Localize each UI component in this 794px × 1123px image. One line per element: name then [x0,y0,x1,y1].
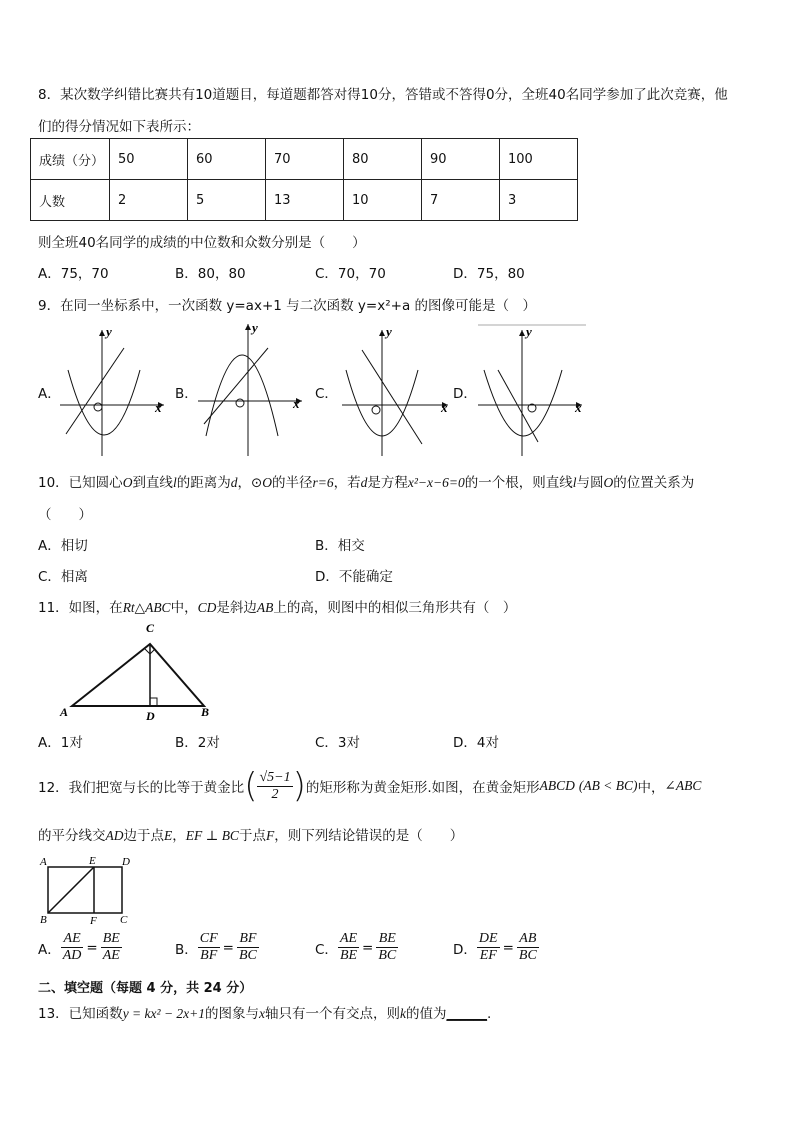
rectangle-abcd [48,867,122,913]
q11-var: Rt△ABC [122,600,171,615]
label-f: F [90,915,97,925]
q12-text-part: ，则下列结论错误的是（ ） [274,828,464,844]
q8-line2: 们的得分情况如下表所示： [38,119,200,135]
right-angle-mark-d [150,698,157,706]
q13-text [38,1002,491,1022]
fraction-denominator: BC [238,948,257,963]
table-row [31,180,578,221]
q10-text-part: 是方程 [367,475,408,491]
fraction-denominator: BE [339,948,358,963]
q9-graph-a [58,322,168,458]
q11-option-c[interactable]: C．3对 [315,735,361,751]
q10-option-c[interactable]: C．相离 [38,569,88,585]
q12-option-c[interactable] [315,931,398,964]
fraction-numerator: √5−1 [259,769,291,785]
table-cell: 5 [188,180,266,221]
fraction-numerator: AE [339,931,358,946]
q11-text-part: 11．如图，在 [38,600,123,616]
fraction [338,931,359,964]
q13-text-part: 轴只有一个有交点，则 [265,1006,401,1022]
q11-text-part: 上的高，则图中的相似三角形共有（ ） [273,600,517,616]
table-cell: 2 [110,180,188,221]
q12-text-part: 12．我们把宽与长的比等于黄金比 [38,780,245,796]
triangle-abc [72,644,204,706]
x-label: x [155,400,162,415]
q12-text-part: ， [172,828,186,844]
q10-option-a[interactable]: A．相切 [38,538,88,554]
q12-text [38,764,701,808]
x-label: x [441,400,448,415]
q10-var: d [360,475,368,490]
q12-var: AD [105,828,124,843]
q9-option-b[interactable]: B． [175,386,198,402]
q12-text-part: 的平分线交 [38,828,106,844]
q10-text-part: 的位置关系为 [613,475,695,491]
q9-option-c[interactable]: C． [315,386,338,402]
fraction [101,931,122,964]
table-cell: 10 [344,180,422,221]
q10-paren: （ ） [38,507,92,523]
q10-text-part: 的半径 [272,475,313,491]
y-label: y [386,324,392,339]
q13-text-part: . [487,1006,492,1022]
q8-option-d[interactable]: D．75，80 [453,266,525,282]
q13-text-part: 的值为 [406,1006,447,1022]
q12-text-part: 边于点 [123,828,164,844]
y-label: y [252,320,258,335]
line-graph [204,348,268,424]
q10-option-d[interactable]: D．不能确定 [315,569,393,585]
label-c: C [146,621,155,635]
q11-option-b[interactable]: B．2对 [175,735,220,751]
q11-var: AB [256,600,274,615]
table-cell: 80 [344,139,422,180]
q13-text-part: 13．已知函数 [38,1006,123,1022]
q13-function: y = kx² − 2x+1 [122,1006,206,1021]
q10-text-part: ，⊙ [237,475,263,491]
q12-rectangle-figure [36,853,140,925]
label-b: B [201,705,210,719]
fraction [477,931,500,964]
fraction [517,931,539,964]
q12-var: F [265,828,275,843]
fraction-denominator: EF [479,948,497,963]
y-axis-arrow [519,330,525,336]
x-label: x [575,400,582,415]
y-axis-arrow [99,330,105,336]
q12-text-part: 中， [637,780,665,796]
fraction-denominator: 2 [271,786,279,802]
q9-graph-d [476,322,588,458]
y-label: y [526,324,532,339]
table-cell: 60 [188,139,266,180]
table-cell: 50 [110,139,188,180]
origin-mark [94,403,102,411]
line-graph [498,370,538,442]
option-letter: D． [453,941,477,958]
q10-text-part: 与圆 [576,475,604,491]
q10-var: O [122,475,133,490]
option-letter: C． [315,941,338,958]
fraction [376,931,398,964]
q10-text-part: ，若 [333,475,361,491]
origin-mark [372,406,380,414]
q8-line1: 8．某次数学纠错比赛共有10道题目，每道题都答对得10分，答错或不答得0分，全班40名同学参加了此次竞赛，他 [38,87,728,103]
table-cell: 7 [422,180,500,221]
q12-option-d[interactable] [453,931,539,964]
table-row [31,139,578,180]
paren-right: ) [292,766,306,806]
q13-var: k [400,1006,407,1021]
fraction-numerator: AB [517,931,539,948]
parabola [206,355,278,436]
score-table [30,138,578,221]
label-b: B [40,914,47,925]
table-cell: 3 [500,180,578,221]
fraction-denominator: AD [62,948,82,963]
section-heading: 二、填空题（每题 4 分，共 24 分） [38,981,253,996]
q10-text-part: 的距离为 [176,475,231,491]
q8-option-a[interactable]: A．75，70 [38,266,109,282]
fraction-numerator: AE [61,931,84,948]
golden-ratio-fraction [257,770,292,803]
table-cell: 70 [266,139,344,180]
q10-text-part: 10．已知圆心 [38,475,123,491]
table-cell: 100 [500,139,578,180]
fraction-numerator: BE [376,931,398,948]
q13-text-part: 的图象与 [205,1006,260,1022]
equals-sign: = [362,939,374,956]
q10-var: l [172,475,177,490]
y-axis-arrow [379,330,385,336]
q12-var: ABCD [539,778,575,793]
q8-question: 则全班40名同学的成绩的中位数和众数分别是（ ） [38,235,366,251]
q10-var: l [572,475,577,490]
fraction-denominator: AE [102,948,120,963]
equals-sign: = [502,939,514,956]
q12-text-part: 于点 [238,828,266,844]
fraction [198,931,220,964]
bisector-be [48,867,94,913]
label-a: A [60,705,69,719]
fraction-numerator: BF [237,931,259,948]
q10-text [38,471,694,491]
q10-var: O [262,475,273,490]
q10-var: d [230,475,238,490]
table-cell: 13 [266,180,344,221]
table-cell: 90 [422,139,500,180]
q11-option-a[interactable]: A．1对 [38,735,83,751]
y-label: y [106,324,112,339]
q11-triangle-figure [58,618,218,724]
q11-option-d[interactable]: D．4对 [453,735,499,751]
q8-option-c[interactable]: C．70，70 [315,266,386,282]
q10-var: r=6 [312,475,334,490]
q12-condition: (AB < BC) [578,778,638,793]
q11-text [38,596,516,616]
q9-text: 9．在同一坐标系中，一次函数 y=ax+1 与二次函数 y=x²+a 的图像可能是（ ） [38,298,537,314]
answer-blank[interactable]: ______ [446,1006,488,1022]
q12-option-b[interactable] [175,931,259,964]
q10-option-b[interactable]: B．相交 [315,538,365,554]
table-row-header: 成绩（分） [31,139,110,180]
q10-var: O [603,475,614,490]
equals-sign: = [222,939,234,956]
q12-option-a[interactable] [38,931,122,964]
fraction-numerator: BE [102,931,120,946]
q9-option-d[interactable]: D． [453,386,477,402]
paren-left: ( [244,766,258,806]
q9-option-a[interactable]: A． [38,386,61,402]
label-a: A [40,856,47,868]
origin-mark [236,399,244,407]
q12-text-part: 的矩形称为黄金矩形.如图，在黄金矩形 [305,780,540,796]
fraction-denominator: BC [518,948,537,963]
q9-graph-b [196,318,308,458]
fraction-denominator: BC [378,948,397,963]
equals-sign: = [86,939,98,956]
q12-var: EF ⊥ BC [185,828,239,843]
fraction-denominator: BF [200,948,218,963]
x-label: x [293,396,300,411]
q10-text-part: 的一个根，则直线 [464,475,573,491]
q10-text-part: 到直线 [132,475,173,491]
q10-equation: x²−x−6=0 [407,475,465,490]
q8-option-b[interactable]: B．80，80 [175,266,246,282]
option-letter: B． [175,941,198,958]
y-axis-arrow [245,324,251,330]
fraction-numerator: CF [199,931,218,946]
q11-text-part: 中， [170,600,198,616]
fraction-numerator: DE [478,931,498,946]
q12-line2 [38,824,463,844]
q11-text-part: 是斜边 [216,600,257,616]
option-letter: A． [38,941,61,958]
parabola [484,370,562,436]
q12-var: ∠ABC [664,778,702,793]
q9-graph-c [340,322,454,458]
table-row-header: 人数 [31,180,110,221]
fraction [237,931,259,964]
label-d: D [146,709,155,723]
label-d: D [122,856,130,868]
label-e: E [89,855,96,867]
q11-var: CD [197,600,217,615]
q13-var: x [259,1006,266,1021]
parabola [68,370,140,435]
q12-var: E [164,828,173,843]
label-c: C [120,914,128,925]
fraction [61,931,84,964]
